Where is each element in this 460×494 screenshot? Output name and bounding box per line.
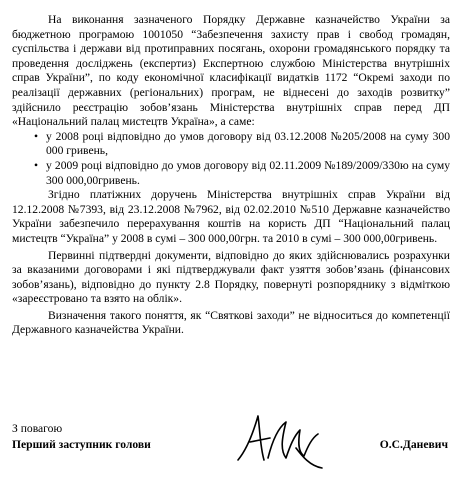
list-item: • у 2008 році відповідно до умов договору від 03.12.2008 №205/2008 на суму 300 000 гривень, bbox=[34, 130, 450, 159]
letter-body bbox=[12, 13, 450, 338]
obligations-list bbox=[12, 130, 450, 188]
signer-name: О.С.Даневич bbox=[379, 438, 448, 451]
paragraph-registration: На виконання зазначеного Порядку Державне казначейство України за бюджетною програмою 1001050 “Забезпечення захисту прав і свобод громадян, суспільства і держави від протиправних посягань, охорони громадянського порядку та проведення досліджень (експертиз) Експертною службою Міністерства внутрішніх справ України”, по коду економічної класифікації видатків 1172 “Окремі заходи по реалізації державних (регіональних) програм, не віднесені до заходів розвитку” здійснило реєстрацію зобов’язань Міністерства внутрішніх справ перед ДП «Національний палац мистецтв Україна», а саме: bbox=[12, 13, 450, 129]
handwritten-signature bbox=[230, 408, 330, 470]
paragraph-definition: Визначення такого поняття, як “Святкові заходи” не відноситься до компетенції Державного казначейства України. bbox=[12, 308, 450, 337]
signer-title: Перший заступник голови bbox=[12, 438, 151, 451]
paragraph-documents: Первинні підтвердні документи, відповідно до яких здійснювались розрахунки за вказаними договорами і які підтверджували факт узяття зобов’язань (фінансових зобов’язань), відповідно до пункту 2.8 Порядку, повернуті розпоряднику з відміткою «зареєстровано та взято на облік». bbox=[12, 248, 450, 306]
list-item: • у 2009 році відповідно до умов договору від 02.11.2009 №189/2009/330ю на суму 300 000,00гривень. bbox=[34, 159, 450, 188]
closing-greeting: З повагою bbox=[12, 422, 63, 435]
paragraph-payments: Згідно платіжних доручень Міністерства внутрішніх справ України від 12.12.2008 №7393, від 23.12.2008 №7962, від 02.02.2010 №510 Державне казначейство України забезпечило перерахування коштів на користь ДП “Національний палац мистецтв “Україна” у 2008 в сумі – 300 000,00грн. та 2010 в сумі – 300 000,00гривень. bbox=[12, 188, 450, 245]
